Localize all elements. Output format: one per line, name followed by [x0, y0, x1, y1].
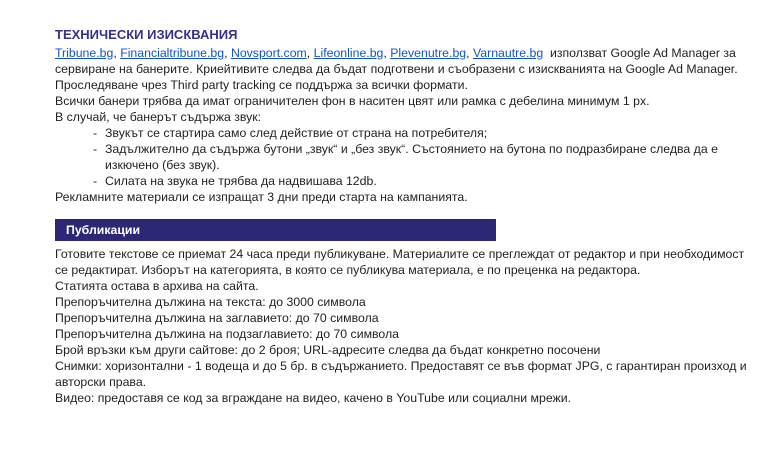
list-item [93, 173, 760, 189]
publications-paragraph: Снимки: хоризонтални - 1 водеща и до 5 бр. в съдържанието. Предоставят се във формат JPG, с гарантиран произход и авторски права. [55, 359, 747, 389]
banner-background-rule: Всички банери трябва да имат ограничителен фон в наситен цвят или рамка с дебелина минимум 1 px. [55, 94, 650, 108]
link-tribune-bg[interactable]: Tribune.bg [55, 46, 114, 60]
sound-rules-intro: В случай, че банерът съдържа звук: [55, 110, 262, 124]
intro-paragraph [55, 45, 760, 93]
link-novsport-com[interactable]: Novsport.com [230, 46, 307, 60]
publications-banner-title: Публикации [66, 223, 141, 237]
link-separator: , [224, 46, 231, 60]
link-financialtribune-bg[interactable]: Financialtribune.bg [120, 46, 225, 60]
sound-rules-list [55, 125, 760, 189]
link-separator: , [306, 46, 314, 60]
publications-banner [55, 219, 496, 241]
link-separator: , [383, 46, 391, 60]
link-separator: , [466, 46, 473, 60]
publications-paragraph: Препоръчителна дължина на заглавието: до 70 символа [55, 311, 379, 325]
link-plevenutre-bg[interactable]: Plevenutre.bg [390, 46, 467, 60]
intro-text: използват Google Ad Manager за сервиране на банерите. Криейтивите следва да бъдат подготвени и съобразени с изискванията на Google Ad Manager. Проследяване чрез Third party tracking се поддържа за всички формати. [55, 46, 738, 92]
publications-paragraph: Препоръчителна дължина на текста: до 3000 символа [55, 295, 366, 309]
list-item [93, 141, 760, 173]
sound-rule-text: Звукът се стартира само след действие от страна на потребителя; [105, 126, 488, 140]
link-lifeonline-bg[interactable]: Lifeonline.bg [313, 46, 384, 60]
publications-paragraph: Видео: предоставя се код за вграждане на видео, качено в YouTube или социални мрежи. [55, 391, 572, 405]
sound-rule-text: Силата на звука не трябва да надвишава 12db. [105, 174, 377, 188]
publications-paragraph: Брой връзки към други сайтове: до 2 броя; URL-адресите следва да бъдат конкретно посочени [55, 343, 601, 357]
materials-deadline-rule: Рекламните материали се изпращат 3 дни преди старта на кампанията. [55, 190, 468, 204]
link-varnautre-bg[interactable]: Varnautre.bg [472, 46, 544, 60]
section-title-technical-requirements: ТЕХНИЧЕСКИ ИЗИСКВАНИЯ [55, 27, 238, 42]
dash-bullet: - [93, 174, 98, 188]
publications-paragraph: Препоръчителна дължина на подзаглавието: до 70 символа [55, 327, 399, 341]
list-item [93, 125, 760, 141]
link-separator: , [113, 46, 121, 60]
sound-rule-text: Задължително да съдържа бутони „звук“ и „без звук“. Състоянието на бутона по подразбиране следва да е изкючено (без звук). [105, 142, 718, 172]
publications-paragraph: Статията остава в архива на сайта. [55, 279, 259, 293]
dash-bullet: - [93, 142, 98, 156]
dash-bullet: - [93, 126, 98, 140]
publications-paragraph: Готовите текстове се приемат 24 часа преди публикуване. Материалите се преглеждат от редактор и при необходимост се редактират. Изборът на категорията, в която се публикува материала, е по преценка на редактора. [55, 247, 745, 277]
